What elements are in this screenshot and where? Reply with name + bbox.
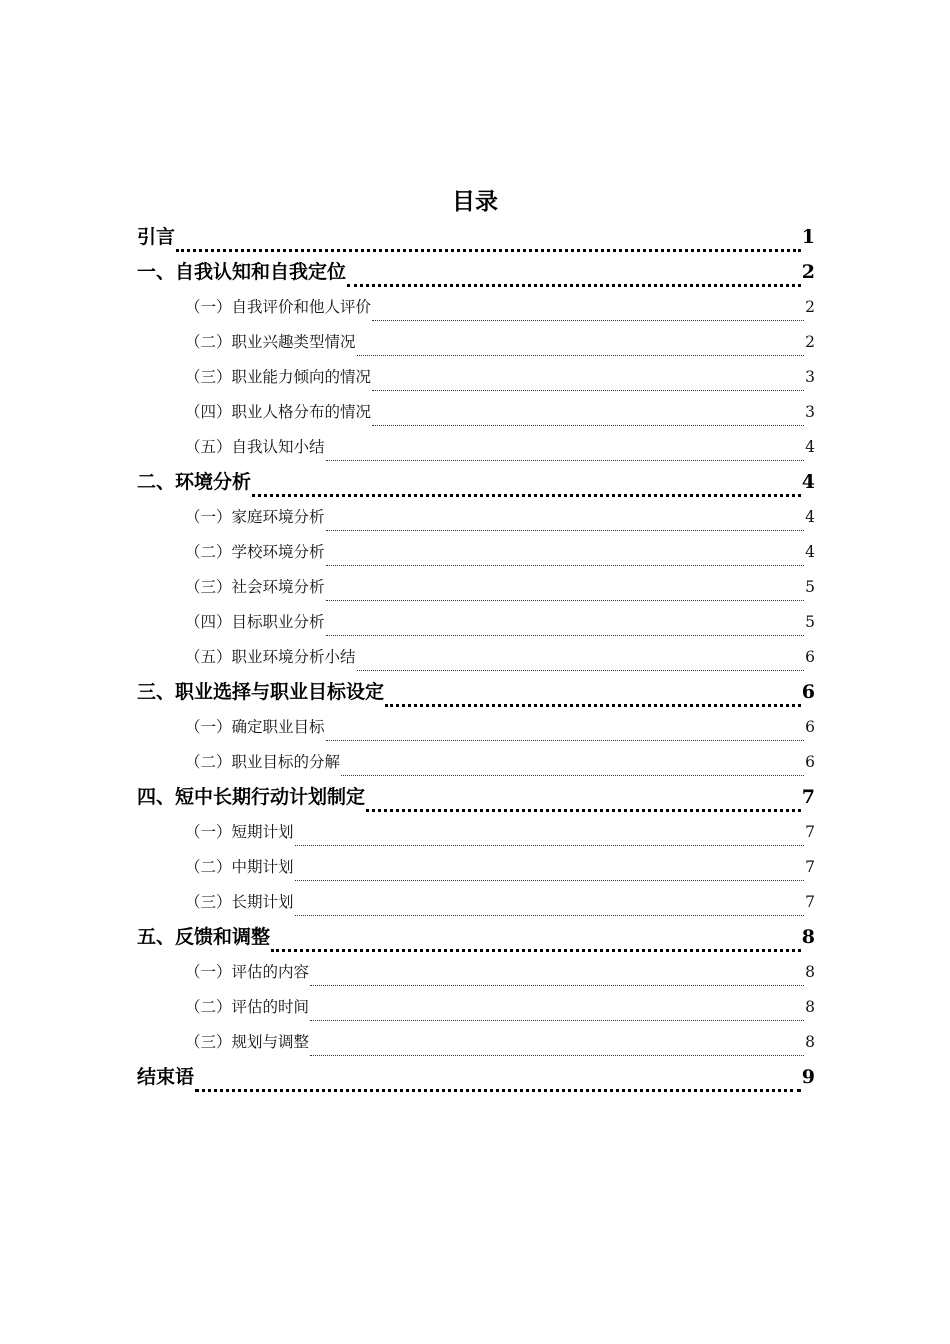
toc-entry-label: 四、短中长期行动计划制定 bbox=[137, 786, 366, 808]
toc-entry-page-number: 4 bbox=[805, 508, 815, 526]
toc-entry-label: （一）家庭环境分析 bbox=[185, 508, 325, 526]
toc-entry-page-number: 2 bbox=[801, 261, 815, 283]
toc-section-entry[interactable] bbox=[137, 850, 815, 885]
dot-leader bbox=[252, 481, 801, 500]
toc-entry-page-number: 4 bbox=[805, 543, 815, 561]
dot-leader bbox=[310, 1045, 804, 1061]
dot-leader bbox=[176, 236, 801, 255]
toc-section-entry[interactable] bbox=[137, 290, 815, 325]
toc-entry-label: 五、反馈和调整 bbox=[137, 926, 271, 948]
toc-entry-label: （一）确定职业目标 bbox=[185, 718, 325, 736]
toc-section-entry[interactable] bbox=[137, 535, 815, 570]
dot-leader bbox=[357, 345, 805, 361]
toc-entry-page-number: 4 bbox=[801, 471, 815, 493]
toc-section-entry[interactable] bbox=[137, 745, 815, 780]
toc-entry-page-number: 8 bbox=[805, 963, 815, 981]
toc-entry-label: （一）评估的内容 bbox=[185, 963, 310, 981]
toc-entry-label: （三）长期计划 bbox=[185, 893, 294, 911]
toc-entry-page-number: 7 bbox=[805, 823, 815, 841]
dot-leader bbox=[385, 691, 801, 710]
toc-section-entry[interactable] bbox=[137, 500, 815, 535]
toc-section-entry[interactable] bbox=[137, 815, 815, 850]
toc-section-entry[interactable] bbox=[137, 605, 815, 640]
dot-leader bbox=[326, 625, 805, 641]
toc-entry-label: （三）社会环境分析 bbox=[185, 578, 325, 596]
toc-entry-label: （一）自我评价和他人评价 bbox=[185, 298, 372, 316]
toc-section-entry[interactable] bbox=[137, 360, 815, 395]
toc-entry-label: （一）短期计划 bbox=[185, 823, 294, 841]
dot-leader bbox=[295, 905, 805, 921]
dot-leader bbox=[326, 520, 805, 536]
toc-entry-page-number: 2 bbox=[805, 333, 815, 351]
toc-entry-page-number: 3 bbox=[805, 368, 815, 386]
toc-entry-label: 二、环境分析 bbox=[137, 471, 252, 493]
toc-entry-label: （四）职业人格分布的情况 bbox=[185, 403, 372, 421]
toc-section-entry[interactable] bbox=[137, 570, 815, 605]
toc-section-entry[interactable] bbox=[137, 885, 815, 920]
toc-entry-label: 引言 bbox=[137, 226, 176, 248]
toc-entry-page-number: 7 bbox=[805, 858, 815, 876]
dot-leader bbox=[310, 1010, 804, 1026]
toc-section-entry[interactable] bbox=[137, 1025, 815, 1060]
toc-entry-page-number: 5 bbox=[805, 578, 815, 596]
toc-section-entry[interactable] bbox=[137, 325, 815, 360]
dot-leader bbox=[372, 415, 804, 431]
toc-entry-page-number: 9 bbox=[801, 1066, 815, 1088]
toc-section-entry[interactable] bbox=[137, 710, 815, 745]
dot-leader bbox=[326, 730, 805, 746]
toc-entry-page-number: 2 bbox=[805, 298, 815, 316]
toc-chapter-entry[interactable] bbox=[137, 255, 815, 290]
dot-leader bbox=[295, 835, 805, 851]
toc-entry-page-number: 1 bbox=[801, 226, 815, 248]
toc-entry-label: 一、自我认知和自我定位 bbox=[137, 261, 347, 283]
toc-entry-label: （四）目标职业分析 bbox=[185, 613, 325, 631]
toc-section-entry[interactable] bbox=[137, 955, 815, 990]
toc-entry-label: （五）自我认知小结 bbox=[185, 438, 325, 456]
dot-leader bbox=[357, 660, 805, 676]
dot-leader bbox=[310, 975, 804, 991]
toc-entry-page-number: 8 bbox=[805, 998, 815, 1016]
dot-leader bbox=[347, 271, 801, 290]
toc-entry-label: （二）中期计划 bbox=[185, 858, 294, 876]
toc-entry-page-number: 3 bbox=[805, 403, 815, 421]
toc-entry-page-number: 7 bbox=[805, 893, 815, 911]
toc-entry-label: （二）学校环境分析 bbox=[185, 543, 325, 561]
dot-leader bbox=[326, 450, 805, 466]
toc-entry-label: （三）职业能力倾向的情况 bbox=[185, 368, 372, 386]
toc-entry-label: （二）职业目标的分解 bbox=[185, 753, 341, 771]
toc-entry-page-number: 6 bbox=[805, 648, 815, 666]
toc-entry-label: （三）规划与调整 bbox=[185, 1033, 310, 1051]
toc-entry-page-number: 8 bbox=[801, 926, 815, 948]
dot-leader bbox=[341, 765, 804, 781]
toc-entry-label: （二）职业兴趣类型情况 bbox=[185, 333, 356, 351]
toc-chapter-entry[interactable] bbox=[137, 780, 815, 815]
toc-entry-page-number: 6 bbox=[805, 718, 815, 736]
toc-entry-page-number: 4 bbox=[805, 438, 815, 456]
toc-entry-page-number: 6 bbox=[801, 681, 815, 703]
toc-entry-label: （二）评估的时间 bbox=[185, 998, 310, 1016]
toc-chapter-entry[interactable] bbox=[137, 220, 815, 255]
toc-entry-label: 三、职业选择与职业目标设定 bbox=[137, 681, 385, 703]
toc-entry-label: （五）职业环境分析小结 bbox=[185, 648, 356, 666]
toc-chapter-entry[interactable] bbox=[137, 675, 815, 710]
toc-entry-page-number: 5 bbox=[805, 613, 815, 631]
toc-chapter-entry[interactable] bbox=[137, 465, 815, 500]
dot-leader bbox=[271, 936, 801, 955]
dot-leader bbox=[372, 380, 804, 396]
toc-section-entry[interactable] bbox=[137, 640, 815, 675]
toc-entry-label: 结束语 bbox=[137, 1066, 195, 1088]
toc-title: 目录 bbox=[452, 188, 498, 215]
toc-chapter-entry[interactable] bbox=[137, 920, 815, 955]
dot-leader bbox=[372, 310, 804, 326]
toc-entry-page-number: 6 bbox=[805, 753, 815, 771]
table-of-contents bbox=[137, 220, 815, 1095]
toc-entry-page-number: 8 bbox=[805, 1033, 815, 1051]
dot-leader bbox=[366, 796, 801, 815]
dot-leader bbox=[295, 870, 805, 886]
toc-section-entry[interactable] bbox=[137, 990, 815, 1025]
dot-leader bbox=[326, 555, 805, 571]
toc-section-entry[interactable] bbox=[137, 395, 815, 430]
dot-leader bbox=[195, 1076, 801, 1095]
dot-leader bbox=[326, 590, 805, 606]
toc-section-entry[interactable] bbox=[137, 430, 815, 465]
toc-chapter-entry[interactable] bbox=[137, 1060, 815, 1095]
toc-entry-page-number: 7 bbox=[801, 786, 815, 808]
